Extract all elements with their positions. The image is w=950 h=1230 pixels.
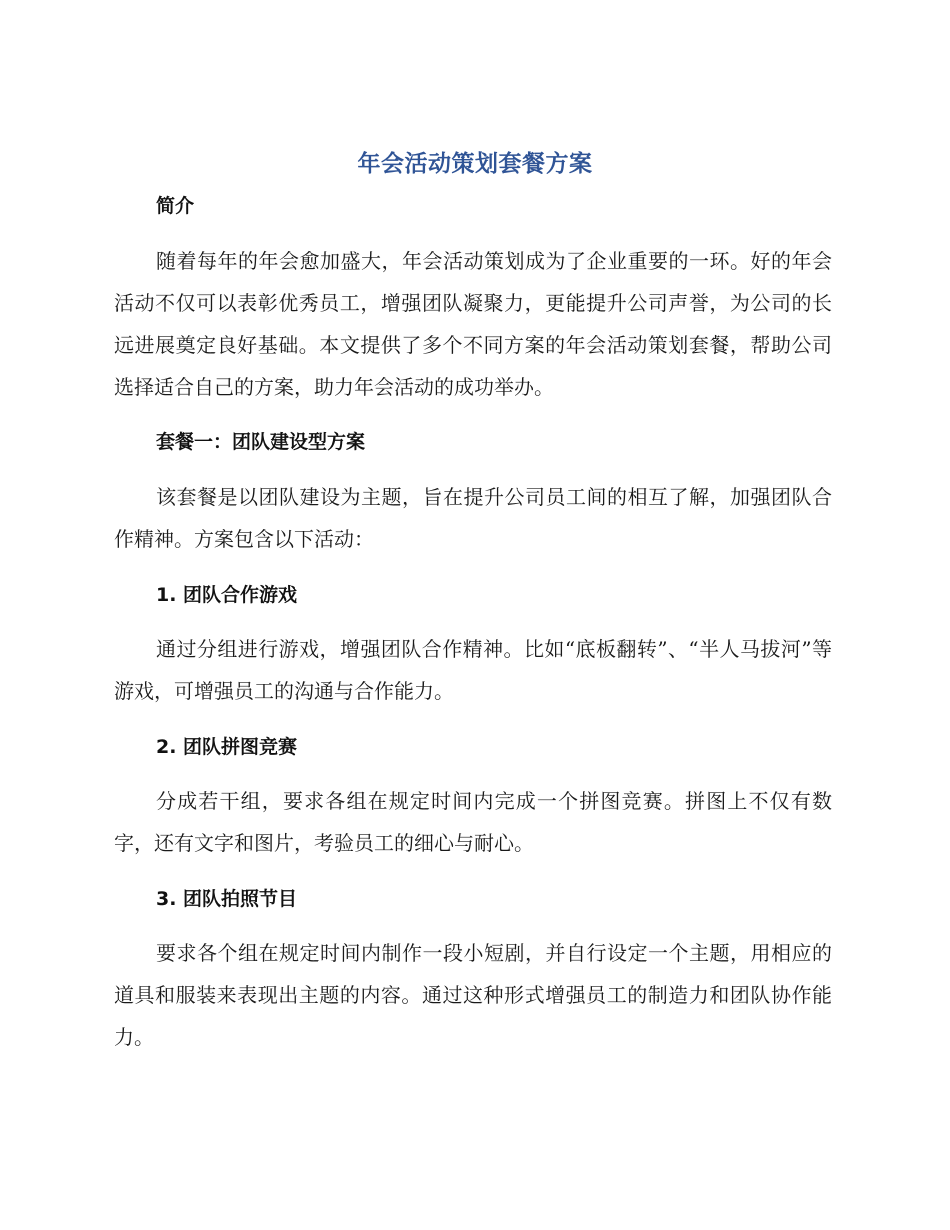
activity-1-paragraph: 通过分组进行游戏，增强团队合作精神。比如“底板翻转”、“半人马拔河”等游戏，可增强员工的沟通与合作能力。 (114, 637, 832, 703)
activity-2-paragraph: 分成若干组，要求各组在规定时间内完成一个拼图竞赛。拼图上不仅有数字，还有文字和图片，考验员工的细心与耐心。 (114, 789, 832, 855)
activity-1-heading: 1. 团队合作游戏 (156, 584, 298, 606)
package1-heading: 套餐一：团队建设型方案 (156, 431, 366, 453)
activity-3-heading: 3. 团队拍照节目 (156, 888, 298, 910)
activity-2-heading: 2. 团队拼图竞赛 (156, 736, 298, 758)
intro-paragraph: 随着每年的年会愈加盛大，年会活动策划成为了企业重要的一环。好的年会活动不仅可以表彰优秀员工，增强团队凝聚力，更能提升公司声誉，为公司的长远进展奠定良好基础。本文提供了多个不同方案的年会活动策划套餐，帮助公司选择适合自己的方案，助力年会活动的成功举办。 (114, 249, 832, 399)
intro-heading: 简介 (156, 195, 195, 217)
document-title: 年会活动策划套餐方案 (357, 151, 593, 177)
package1-paragraph: 该套餐是以团队建设为主题，旨在提升公司员工间的相互了解，加强团队合作精神。方案包含以下活动： (114, 485, 832, 551)
activity-3-paragraph: 要求各个组在规定时间内制作一段小短剧，并自行设定一个主题，用相应的道具和服装来表现出主题的内容。通过这种形式增强员工的制造力和团队协作能力。 (114, 941, 832, 1049)
